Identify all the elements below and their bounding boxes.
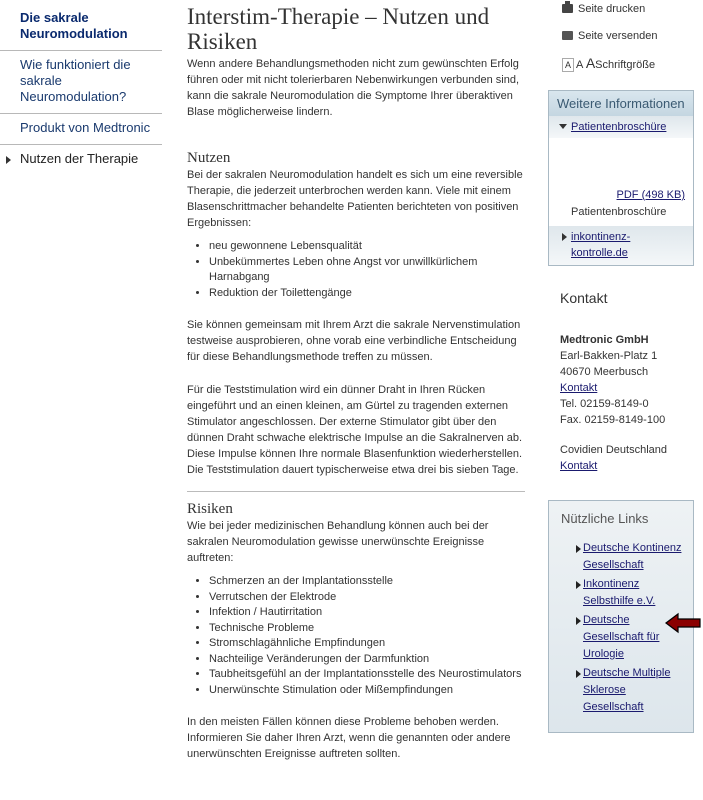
font-size-small-button[interactable]: A xyxy=(562,58,574,72)
link-multiple-sklerose[interactable]: Deutsche Multiple Sklerose Gesellschaft xyxy=(583,667,671,713)
triangle-right-icon xyxy=(576,617,581,625)
list-item: • Verrutschen der Elektrode xyxy=(209,590,525,606)
triangle-right-icon xyxy=(576,545,581,553)
list-item: • neu gewonnene Lebensqualität xyxy=(209,239,525,255)
contact-link-2[interactable]: Kontakt xyxy=(560,460,598,472)
info-item-brochure[interactable] xyxy=(549,116,693,138)
triangle-right-icon xyxy=(6,156,11,164)
brochure-link[interactable]: Patientenbroschüre xyxy=(571,121,667,133)
font-size-label: Schriftgröße xyxy=(595,59,656,71)
list-item: • Schmerzen an der Implantationsstelle xyxy=(209,574,525,590)
list-item: • Unbekümmertes Leben ohne Angst vor unwillkürlichem Harnabgang xyxy=(209,255,525,286)
company-2: Covidien Deutschland xyxy=(560,444,668,456)
useful-links-title: Nützliche Links xyxy=(561,511,649,526)
printer-icon xyxy=(562,4,573,13)
more-info-box xyxy=(548,90,694,266)
phone: Tel. 02159-8149-0 xyxy=(560,398,649,410)
nav-item-label: Nutzen der Therapie xyxy=(20,151,139,166)
inkontinenz-kontrolle-link[interactable]: inkontinenz-kontrolle.de xyxy=(571,231,631,259)
intro-text: Wenn andere Behandlungsmethoden nicht zum gewünschten Erfolg führen oder mit nicht tolerierbaren Nebenwirkungen verbunden sind, kann die sakrale Neuromodulation die Symptome Ihrer überaktiven Blase möglicherweise lindern. xyxy=(187,58,520,118)
nutzen-list xyxy=(187,239,525,301)
list-item: • Stromschlagähnliche Empfindungen xyxy=(209,636,525,652)
risiken-heading: Risiken xyxy=(187,501,233,517)
nutzen-text: Bei der sakralen Neuromodulation handelt es sich um eine reversible Therapie, die jederzeit unterbrochen werden kann. Viele mit einem Blasenschrittmacher behandelte Patienten berichteten von positiven Ergebnissen: xyxy=(187,169,523,229)
pdf-download-link[interactable]: PDF (498 KB) xyxy=(616,189,685,201)
page-title: Interstim-Therapie – Nutzen und Risiken xyxy=(187,4,490,54)
risiken-list xyxy=(187,574,525,698)
triangle-right-icon xyxy=(576,581,581,589)
list-item: • Nachteilige Veränderungen der Darmfunktion xyxy=(209,652,525,668)
list-item: • Reduktion der Toilettengänge xyxy=(209,286,525,302)
nav-item-nutzen-therapie[interactable] xyxy=(0,145,162,175)
more-info-title: Weitere Informationen xyxy=(549,91,693,116)
useful-link-item[interactable] xyxy=(549,576,693,612)
triangle-right-icon xyxy=(576,670,581,678)
font-size-medium-button[interactable]: A xyxy=(576,59,583,71)
list-item: • Infektion / Hautirritation xyxy=(209,605,525,621)
nutzen-heading: Nutzen xyxy=(187,150,231,166)
info-item-kontrolle[interactable] xyxy=(549,226,693,265)
send-label: Seite versenden xyxy=(578,30,658,42)
link-inkontinenz-selbsthilfe[interactable]: Inkontinenz Selbsthilfe e.V. xyxy=(583,578,656,607)
link-gesellschaft-urologie[interactable]: Deutsche Gesellschaft für Urologie xyxy=(583,614,660,660)
risiken-text: Wie bei jeder medizinischen Behandlung können auch bei der sakralen Neuromodulation gewisse unerwünschte Ereignisse auftreten: xyxy=(187,520,489,564)
list-item: • Taubheitsgefühl an der Implantationsstelle des Neurostimulators xyxy=(209,667,525,683)
useful-link-item[interactable] xyxy=(549,665,693,718)
main-content xyxy=(187,0,525,762)
left-navigation xyxy=(0,0,162,175)
font-size-control xyxy=(562,54,694,81)
company-name: Medtronic GmbH xyxy=(560,334,649,346)
useful-link-item[interactable] xyxy=(549,540,693,576)
nav-item-wie-funktioniert[interactable]: Wie funktioniert die sakrale Neuromodulation? xyxy=(0,51,162,114)
fax: Fax. 02159-8149-100 xyxy=(560,414,666,426)
street: Earl-Bakken-Platz 1 xyxy=(560,350,658,362)
nutzen-paragraph-3: Für die Teststimulation wird ein dünner Draht in Ihren Rücken eingeführt und an einen kleinen, am Gürtel zu tragenden externen Stimulator angeschlossen. Der externe Stimulator gibt über den dünnen Draht schwache elektrische Impulse an die Sakralnerven ab. Diese Impulse können Ihre normale Blasenfunktion wiederherstellen. Die Teststimulation dauert typischerweise etwa drei bis sieben Tage. xyxy=(187,384,523,476)
list-item: • Unerwünschte Stimulation oder Mißempfindungen xyxy=(209,683,525,699)
send-page-button[interactable] xyxy=(562,27,694,54)
link-kontinenz-gesellschaft[interactable]: Deutsche Kontinenz Gesellschaft xyxy=(583,542,682,571)
contact-section xyxy=(548,266,694,474)
font-size-large-button[interactable]: A xyxy=(585,55,596,71)
city: 40670 Meerbusch xyxy=(560,366,649,378)
print-button[interactable] xyxy=(562,0,694,27)
list-item: • Technische Probleme xyxy=(209,621,525,637)
triangle-right-icon xyxy=(562,233,567,241)
red-arrow-annotation-icon xyxy=(664,612,702,634)
print-label: Seite drucken xyxy=(578,3,646,15)
nav-item-produkt-medtronic[interactable]: Produkt von Medtronic xyxy=(0,114,162,145)
nav-item-sakrale-neuromodulation[interactable]: Die sakrale Neuromodulation xyxy=(0,0,162,51)
envelope-icon xyxy=(562,31,573,40)
contact-title: Kontakt xyxy=(560,290,608,306)
brochure-caption: Patientenbroschüre xyxy=(571,206,667,218)
nutzen-paragraph-2: Sie können gemeinsam mit Ihrem Arzt die sakrale Nervenstimulation testweise ausprobieren, ohne vorab eine verbindliche Entscheidung für diese Behandlungsmethode treffen zu müssen. xyxy=(187,319,521,363)
risiken-paragraph-2: In den meisten Fällen können diese Probleme behoben werden. Informieren Sie daher Ihren Arzt, wenn die genannten oder andere unerwünschten Ereignisse auftreten sollten. xyxy=(187,716,511,760)
triangle-down-icon xyxy=(559,124,567,129)
contact-link[interactable]: Kontakt xyxy=(560,382,598,394)
